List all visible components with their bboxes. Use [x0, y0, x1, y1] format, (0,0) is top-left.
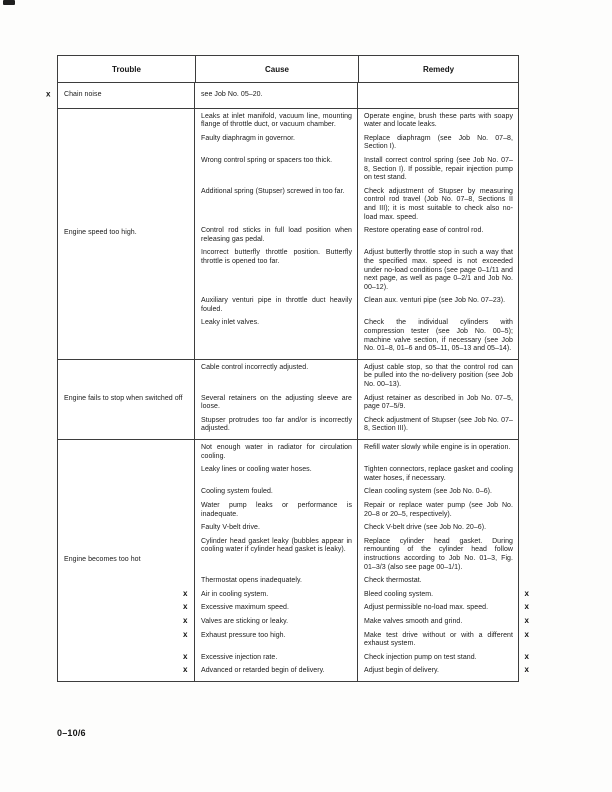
- remedy-text: Repair or replace water pump (see Job No. 20–8 or 20–5, respectively).: [364, 501, 513, 518]
- remedy-text: Check adjustment of Stupser by measuring control rod travel (Job No. 07–8, Sections II and III); it is most suitable to check also no-load max. speed.: [364, 187, 513, 221]
- trouble-cell: [46, 83, 195, 108]
- trouble-text: Engine becomes too hot: [64, 556, 141, 564]
- remedy-text: Check injection pump on test stand.: [364, 653, 477, 661]
- remedy-cell: [358, 417, 518, 439]
- cause-text: see Job No. 05–20.: [201, 91, 263, 98]
- remedy-cell: [358, 629, 529, 654]
- cause-cell: [195, 502, 358, 524]
- cause-text: Additional spring (Stupser) screwed in too far.: [201, 187, 345, 195]
- cause-text: Excessive injection rate.: [201, 653, 278, 661]
- cause-cell: [195, 417, 358, 439]
- cause-cell: [195, 249, 358, 297]
- cause-text: Leaky inlet valves.: [201, 319, 260, 327]
- margin-x-mark: x: [46, 89, 51, 99]
- remedy-cell: [358, 651, 529, 668]
- remedy-cell: [358, 502, 518, 524]
- cause-remedy-pairs: [195, 109, 518, 359]
- remedy-cell: [358, 297, 518, 319]
- cause-text: Advanced or retarded begin of delivery.: [201, 667, 325, 675]
- cause-text: Thermostat opens inadequately.: [201, 577, 302, 585]
- cause-text: Cylinder head gasket leaky (bubbles appear in cooling water if cylinder head gasket is leaky).: [201, 537, 352, 554]
- table-row: [46, 82, 518, 108]
- remedy-cell: [358, 577, 518, 591]
- remedy-text: Replace diaphragm (see Job No. 07–8, Section I).: [364, 134, 513, 151]
- cause-text: Valves are sticking or leaky.: [201, 617, 289, 625]
- remedy-cell: [358, 395, 518, 417]
- remedy-cell: [358, 227, 518, 249]
- cause-remedy-pairs: [195, 83, 518, 108]
- remedy-text: Adjust begin of delivery.: [364, 667, 440, 675]
- cause-cell: [195, 83, 358, 108]
- cause-text: Several retainers on the adjusting sleeve are loose.: [201, 394, 352, 411]
- remedy-cell: [358, 360, 518, 395]
- margin-x-mark: x: [524, 651, 529, 661]
- remedy-cell: [358, 488, 518, 502]
- page-number: 0–10/6: [57, 728, 86, 738]
- cause-cell: [183, 629, 358, 654]
- margin-x-mark: x: [524, 602, 529, 612]
- trouble-text: Chain noise: [64, 91, 102, 98]
- cause-remedy-pairs: [195, 360, 518, 439]
- trouble-cell: [58, 109, 195, 359]
- column-header-trouble: Trouble: [112, 65, 141, 74]
- margin-x-mark: x: [524, 665, 529, 675]
- cause-text: Excessive maximum speed.: [201, 604, 289, 612]
- margin-x-mark: x: [183, 602, 188, 612]
- cause-text: Incorrect butterfly throttle position. Butterfly throttle is opened too far.: [201, 249, 352, 265]
- remedy-text: Check thermostat.: [364, 577, 422, 585]
- cause-text: Leaky lines or cooling water hoses.: [201, 466, 312, 474]
- remedy-cell: [358, 188, 518, 227]
- cause-cell: [183, 588, 358, 605]
- margin-x-mark: x: [524, 629, 529, 639]
- cause-text: Auxiliary venturi pipe in throttle duct heavily fouled.: [201, 297, 352, 313]
- cause-cell: [183, 651, 358, 668]
- trouble-text: Engine fails to stop when switched off: [64, 395, 183, 403]
- trouble-cell: [58, 360, 195, 439]
- remedy-text: Restore operating ease of control rod.: [364, 227, 484, 235]
- remedy-text: Make valves smooth and grind.: [364, 617, 463, 625]
- cause-cell: [183, 602, 358, 618]
- cause-text: Faulty diaphragm in governor.: [201, 134, 296, 142]
- remedy-cell: [358, 157, 518, 188]
- remedy-text: Adjust butterfly throttle stop in such a way that the specified max. speed is not exceeded under no-load conditions (see page 0–1/11 and next page, as well as page 0–2/1 and Job No. 00–12).: [364, 249, 513, 291]
- remedy-cell: [358, 135, 518, 157]
- cause-cell: [195, 188, 358, 227]
- trouble-cell: [58, 440, 195, 681]
- margin-x-mark: x: [524, 588, 529, 598]
- table-row: [58, 359, 518, 439]
- cause-cell: [195, 524, 358, 538]
- cause-cell: [195, 577, 358, 591]
- table-header-row: [58, 56, 518, 82]
- remedy-cell: [358, 109, 518, 135]
- cause-remedy-pairs: [183, 440, 529, 681]
- remedy-cell: [358, 538, 518, 577]
- remedy-cell: [358, 466, 518, 488]
- remedy-text: Tighten connectors, replace gasket and cooling water hoses, if necessary.: [364, 466, 513, 482]
- cause-text: Stupser protrudes too far and/or is incorrectly adjusted.: [201, 416, 352, 433]
- remedy-cell: [358, 524, 518, 538]
- margin-x-mark: x: [183, 615, 188, 625]
- remedy-text: Adjust permissible no-load max. speed.: [364, 604, 489, 612]
- cause-cell: [183, 615, 358, 632]
- margin-x-mark: x: [183, 588, 188, 598]
- cause-cell: [195, 319, 358, 358]
- cause-cell: [195, 135, 358, 157]
- remedy-text: Clean aux. venturi pipe (see Job No. 07–23).: [364, 297, 506, 305]
- cause-text: Faulty V-belt drive.: [201, 524, 260, 532]
- remedy-text: Make test drive without or with a different exhaust system.: [364, 631, 513, 648]
- remedy-text: Install correct control spring (see Job No. 07–8, Section I). If possible, repair injection pump on test stand.: [364, 156, 513, 182]
- cause-text: Control rod sticks in full load position when releasing gas pedal.: [201, 227, 352, 243]
- cause-cell: [183, 665, 358, 681]
- table-row: [58, 108, 518, 359]
- cause-text: Not enough water in radiator for circulation cooling.: [201, 444, 352, 460]
- remedy-text: Adjust cable stop, so that the control rod can be pulled into the no-delivery position (see Job No. 00–13).: [364, 363, 513, 389]
- remedy-text: Replace cylinder head gasket. During remounting of the cylinder head follow instructions according to Job No. 01–3, Fig. 01–3/3 (also see page 00–1/1).: [364, 537, 513, 571]
- cause-cell: [195, 466, 358, 488]
- column-header-remedy: Remedy: [358, 56, 518, 82]
- cause-cell: [195, 227, 358, 249]
- column-header-cause: Cause: [195, 56, 358, 82]
- margin-x-mark: x: [183, 665, 188, 675]
- remedy-cell: [358, 249, 518, 297]
- remedy-text: Check adjustment of Stupser (see Job No. 07–8, Section III).: [364, 416, 513, 433]
- remedy-cell: [358, 319, 518, 358]
- cause-cell: [195, 440, 358, 466]
- table-row: [58, 439, 529, 681]
- cause-text: Water pump leaks or performance is inadequate.: [201, 501, 352, 518]
- remedy-text: Refill water slowly while engine is in operation.: [364, 444, 511, 451]
- cause-cell: [195, 157, 358, 188]
- scan-artifact: [3, 0, 15, 5]
- cause-text: Cable control incorrectly adjusted.: [201, 363, 309, 371]
- troubleshooting-table: [46, 55, 529, 682]
- cause-cell: [195, 488, 358, 502]
- cause-cell: [195, 297, 358, 319]
- remedy-cell: [358, 615, 529, 632]
- margin-x-mark: x: [524, 615, 529, 625]
- remedy-cell: [358, 440, 518, 466]
- margin-x-mark: x: [183, 629, 188, 639]
- remedy-text: Clean cooling system (see Job No. 0–6).: [364, 488, 493, 496]
- remedy-cell: [358, 588, 529, 605]
- cause-text: Wrong control spring or spacers too thick.: [201, 156, 333, 164]
- remedy-text: Check V-belt drive (see Job No. 20–6).: [364, 524, 487, 532]
- cause-text: Air in cooling system.: [201, 590, 269, 598]
- remedy-text: Bleed cooling system.: [364, 590, 434, 598]
- remedy-cell: [358, 665, 529, 681]
- trouble-text: Engine speed too high.: [64, 229, 137, 237]
- cause-cell: [195, 538, 358, 577]
- cause-cell: [195, 395, 358, 417]
- cause-cell: [195, 109, 358, 135]
- remedy-text: Check the individual cylinders with compression tester (see Job No. 00–5); machine valve section, if necessary (see Job No. 01–8, 01–6 and 05–11, 05–13 and 05–14).: [364, 319, 513, 353]
- cause-text: Cooling system fouled.: [201, 488, 273, 496]
- cause-text: Leaks at inlet manifold, vacuum line, mounting flange of throttle duct, or vacuum chamber.: [201, 112, 352, 129]
- margin-x-mark: x: [183, 651, 188, 661]
- cause-cell: [195, 360, 358, 395]
- remedy-cell: [358, 602, 529, 618]
- remedy-text: Adjust retainer as described in Job No. 07–5, page 07–5/9.: [364, 394, 513, 411]
- remedy-cell: [358, 83, 518, 108]
- remedy-text: Operate engine, brush these parts with soapy water and locate leaks.: [364, 112, 513, 129]
- cause-text: Exhaust pressure too high.: [201, 631, 286, 639]
